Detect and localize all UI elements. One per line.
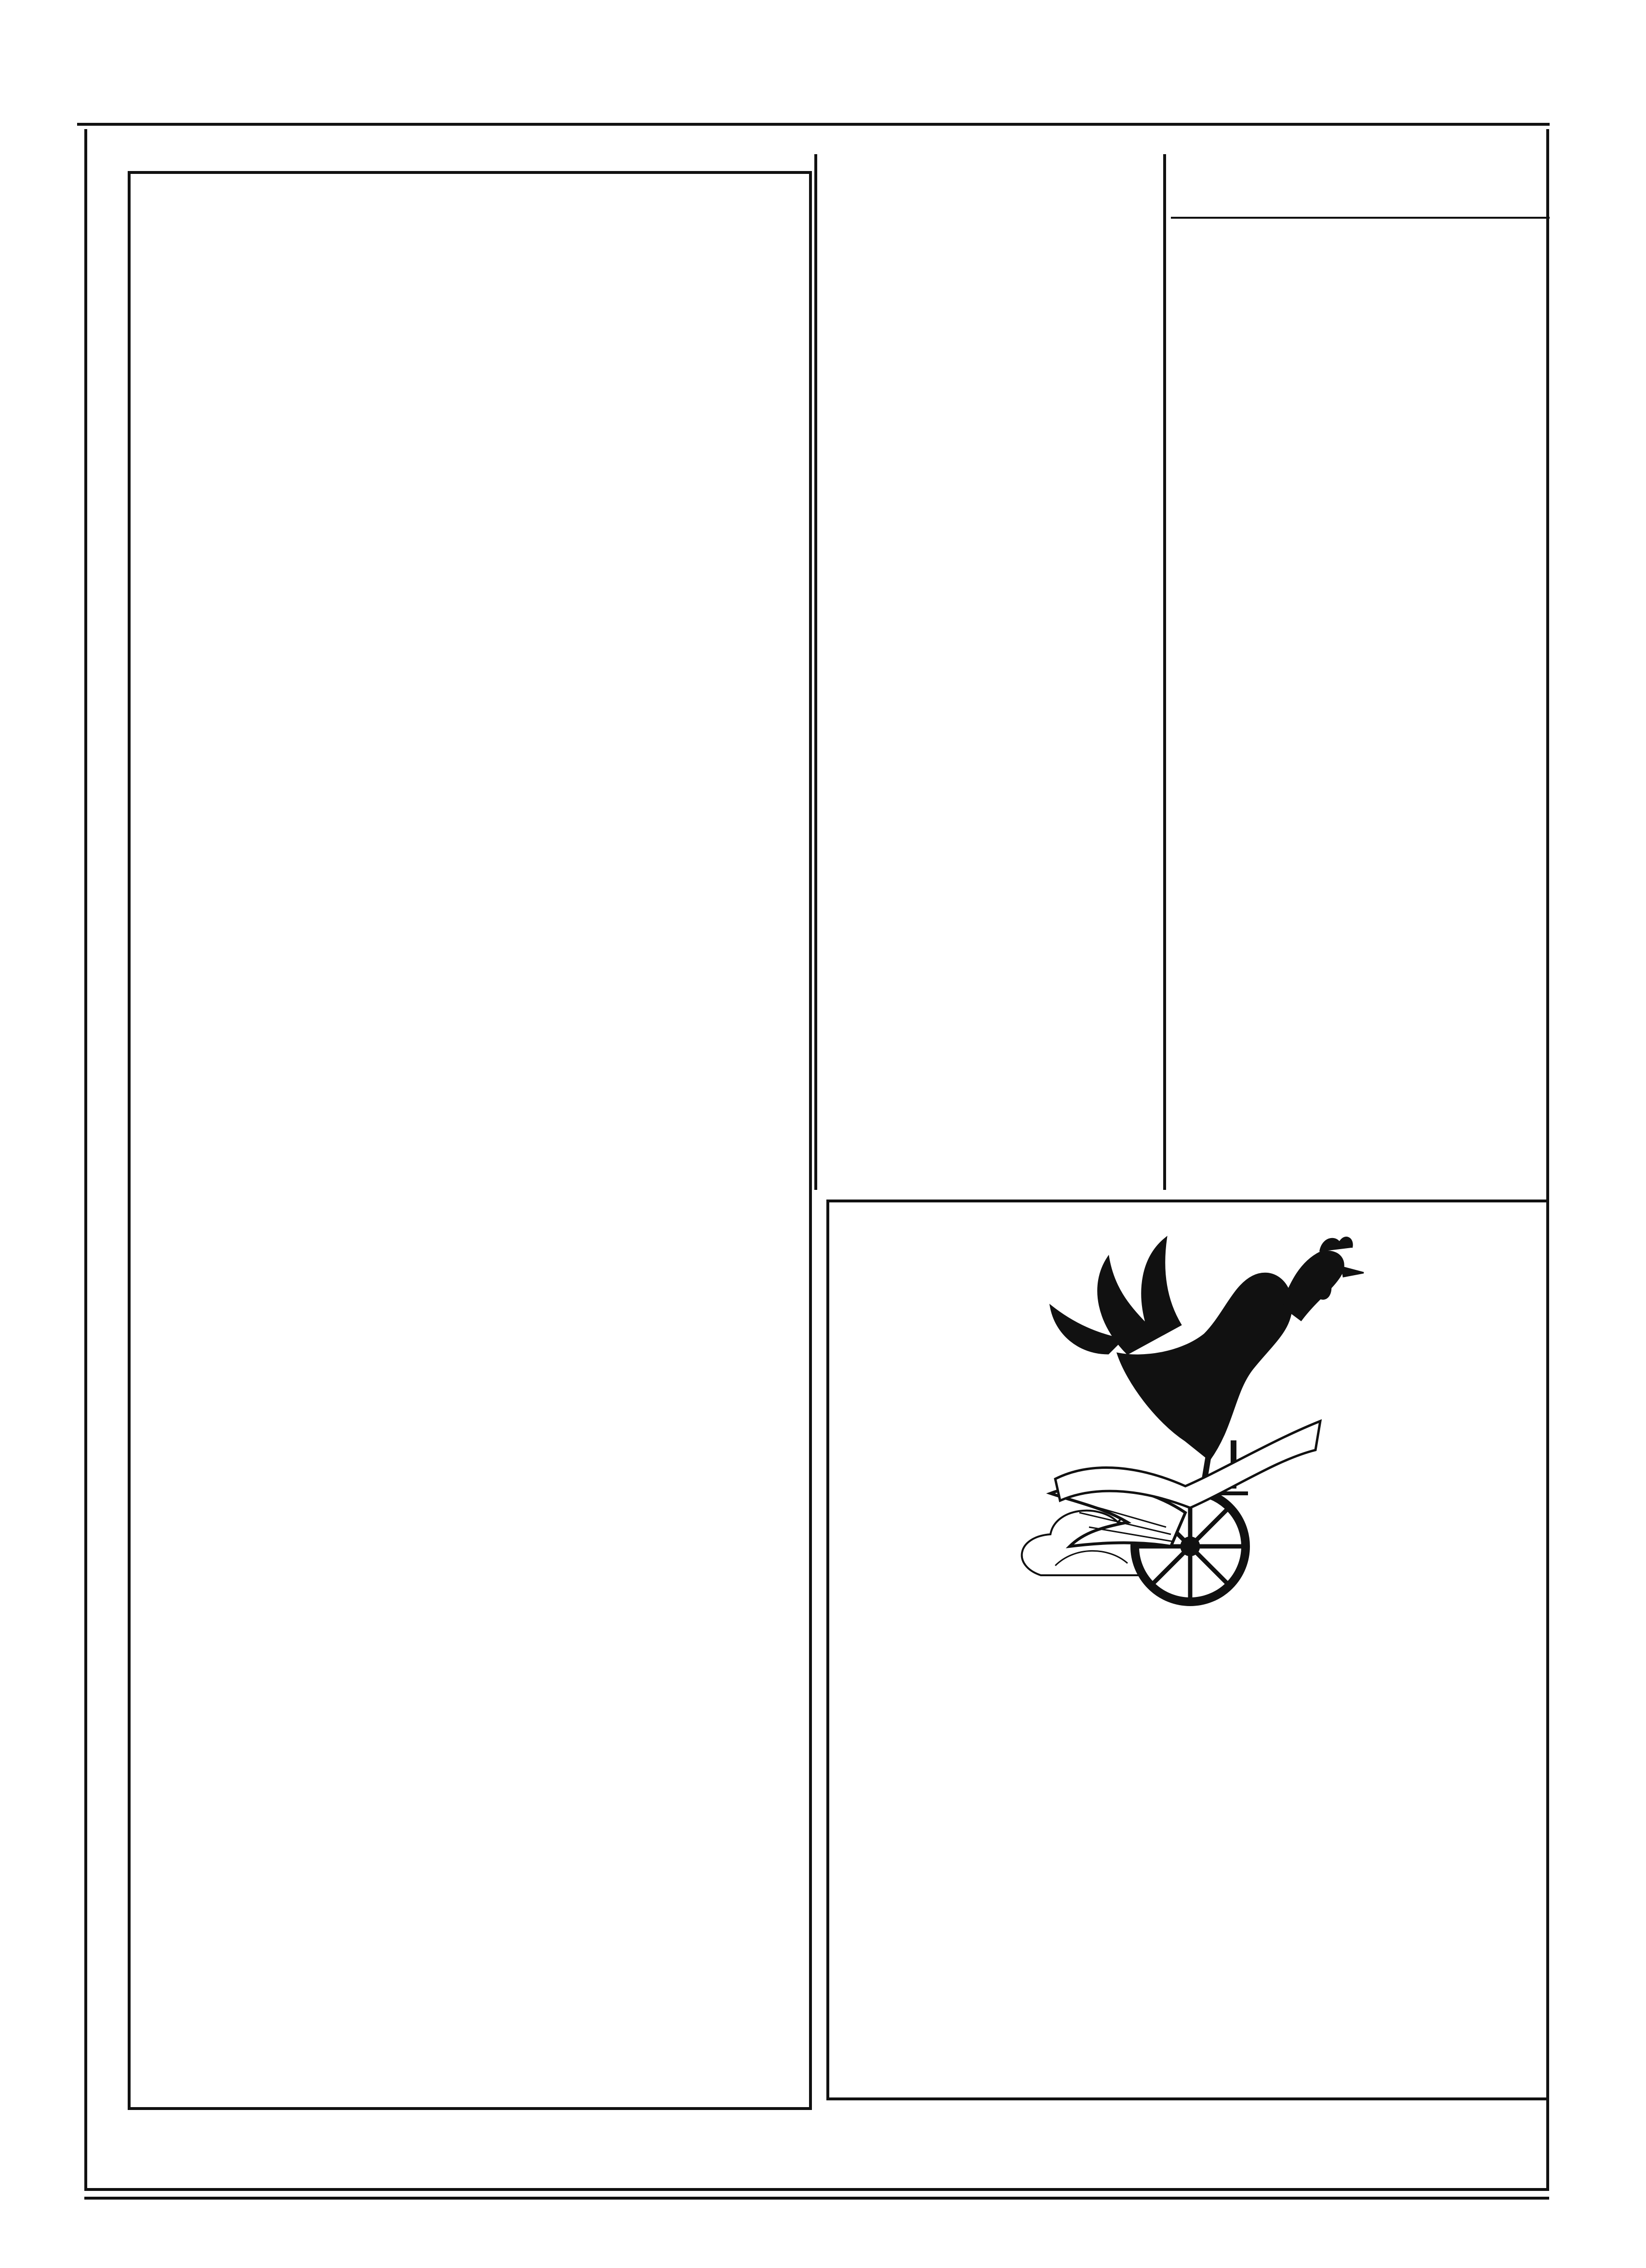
section-rule	[1171, 217, 1550, 219]
rooster-icon	[1022, 1238, 1364, 1602]
numeros-premiados-column	[814, 154, 1166, 1190]
page-frame-bottom-rule	[84, 2197, 1549, 2200]
casa-da-sorte-advert	[128, 171, 812, 2110]
numeros-premiados-title	[867, 157, 1113, 214]
sports-column	[1172, 219, 1548, 223]
header-rule	[77, 123, 1550, 126]
rooster-illustration	[983, 1209, 1368, 1619]
